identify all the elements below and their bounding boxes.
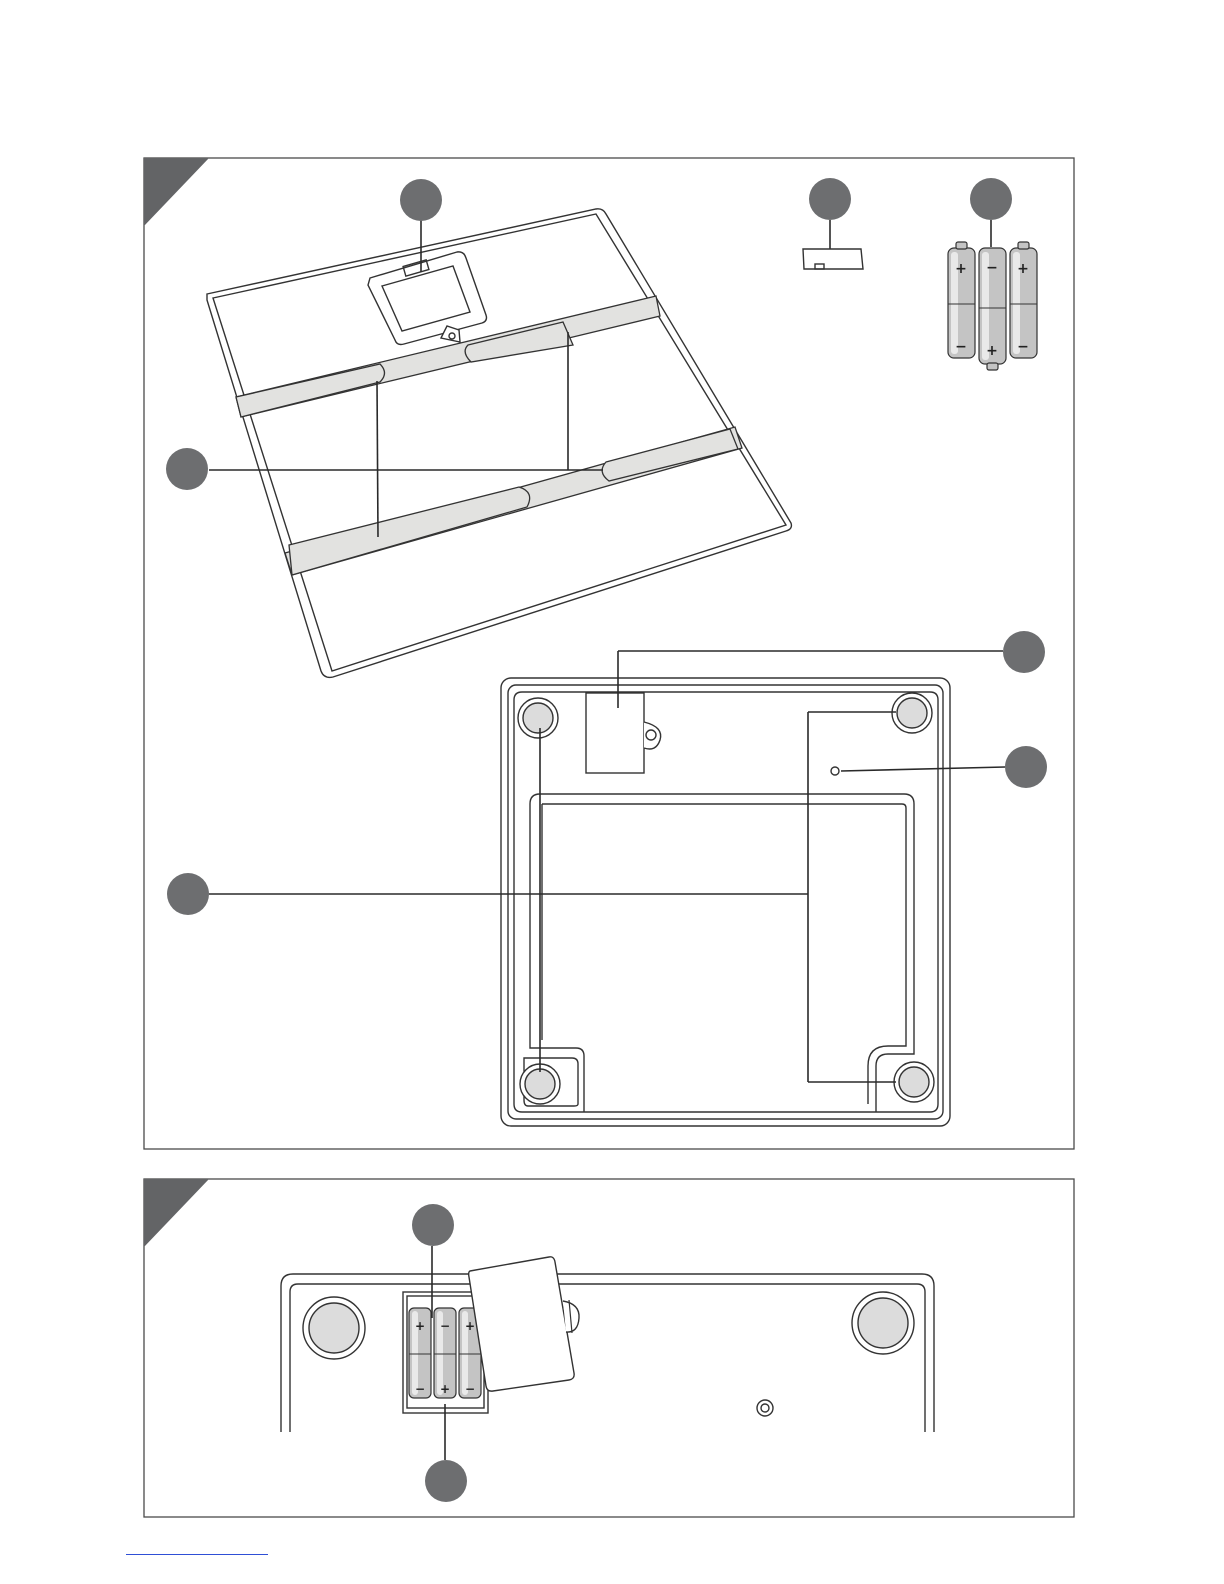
callout-badge-battery-cover bbox=[809, 178, 851, 220]
battery-minus-mark: − bbox=[986, 260, 998, 276]
callout-badge-battery-compartment bbox=[1003, 631, 1045, 673]
callout-badge-feet bbox=[167, 873, 209, 915]
display-screw-icon bbox=[449, 333, 455, 339]
battery-icon bbox=[948, 242, 975, 358]
panel-1 bbox=[144, 158, 1074, 1149]
battery-minus-mark: − bbox=[1017, 339, 1029, 355]
unit-switch-ring bbox=[757, 1400, 773, 1416]
battery-icon bbox=[979, 248, 1006, 370]
foot-pad-icon bbox=[309, 1303, 359, 1353]
footer-link-underline bbox=[126, 1554, 268, 1555]
battery-plus-mark: + bbox=[955, 261, 967, 277]
battery-compartment-cover bbox=[586, 693, 644, 773]
battery-plus-mark: + bbox=[1017, 261, 1029, 277]
leader-electrodes-left bbox=[377, 381, 378, 537]
battery-plus-mark: + bbox=[439, 1382, 451, 1396]
installed-batteries bbox=[409, 1308, 481, 1398]
foot-pad-icon bbox=[899, 1067, 929, 1097]
battery-plus-mark: + bbox=[414, 1319, 426, 1333]
scale-underside-inner bbox=[290, 1284, 925, 1432]
callout-badge-batteries bbox=[970, 178, 1012, 220]
foot-pad-icon bbox=[525, 1069, 555, 1099]
battery-plus-mark: + bbox=[986, 343, 998, 359]
battery-cover-removed bbox=[469, 1257, 574, 1391]
unit-switch-hole bbox=[831, 767, 839, 775]
scale-bottom-outer bbox=[501, 678, 950, 1126]
foot-pad-icon bbox=[858, 1298, 908, 1348]
callout-badge-display bbox=[400, 179, 442, 221]
battery-set bbox=[948, 242, 1037, 370]
panel-2 bbox=[144, 1179, 1074, 1517]
battery-icon bbox=[409, 1308, 431, 1398]
battery-plus-mark: + bbox=[464, 1319, 476, 1333]
battery-minus-mark: − bbox=[439, 1319, 451, 1333]
callout-badge-unit-switch bbox=[1005, 746, 1047, 788]
scale-top-view bbox=[207, 209, 791, 678]
battery-icon bbox=[1010, 242, 1037, 358]
battery-icon bbox=[434, 1308, 456, 1398]
panel-2-corner-tab bbox=[144, 1179, 209, 1247]
panel-1-corner-tab bbox=[144, 158, 209, 226]
scale-bottom-view bbox=[501, 678, 950, 1126]
battery-minus-mark: − bbox=[414, 1382, 426, 1396]
battery-minus-mark: − bbox=[464, 1382, 476, 1396]
scale-underside-outer bbox=[281, 1274, 934, 1432]
foot-pad-icon bbox=[523, 703, 553, 733]
battery-cover-part bbox=[803, 249, 863, 269]
callout-badge-batteries-installed bbox=[412, 1204, 454, 1246]
battery-minus-mark: − bbox=[955, 339, 967, 355]
callout-badge-battery-contacts bbox=[425, 1460, 467, 1502]
foot-pad-icon bbox=[897, 698, 927, 728]
callout-badge-electrodes bbox=[166, 448, 208, 490]
